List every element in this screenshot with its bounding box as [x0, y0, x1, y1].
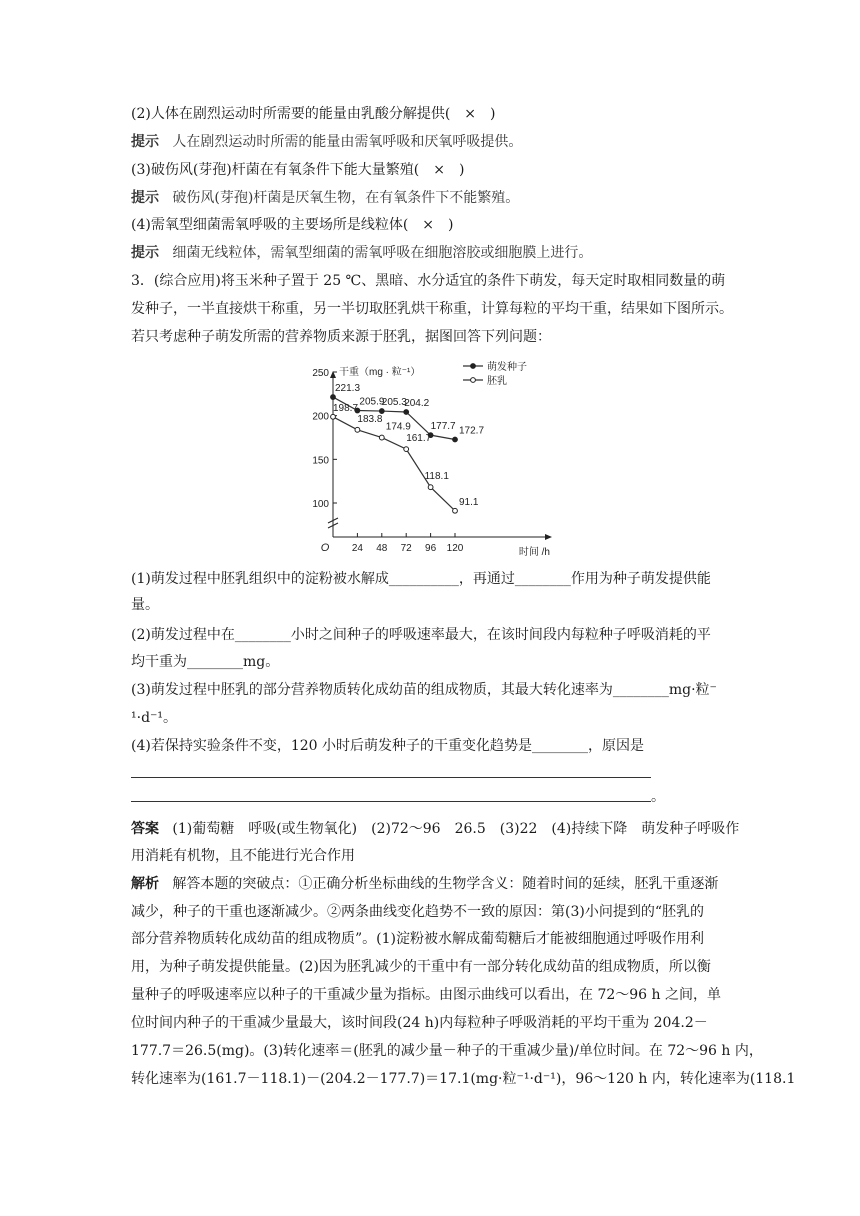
question-stem-line: 发种子，一半直接烘干称重，另一半切取胚乳烘干称重，计算每粒的平均干重，结果如下图所示。 — [131, 301, 733, 317]
x-tick-label: 48 — [376, 543, 388, 554]
chart-series — [331, 383, 485, 513]
analysis-line — [131, 874, 718, 894]
y-axis-title: 干重（mg · 粒⁻¹） — [339, 367, 421, 378]
tf-statement-3: (3)破伤风(芽孢)杆菌在有氧条件下能大量繁殖( × ) — [131, 162, 465, 178]
hint-label: 提示 — [131, 190, 159, 206]
hint-text: 人在剧烈运动时所需的能量由需氧呼吸和厌氧呼吸提供。 — [172, 134, 523, 150]
x-tick-label: 96 — [425, 543, 437, 554]
data-label: 172.7 — [459, 425, 485, 437]
analysis-line: 量种子的呼吸速率应以种子的干重减少量为指标。由图示曲线可以看出，在 72～96 h 之间，单 — [131, 987, 721, 1003]
sub-question-line: (1)萌发过程中胚乳组织中的淀粉被水解成__________，再通过________作用为种子萌发提供能 — [131, 571, 711, 587]
data-label: 205.9 — [359, 396, 385, 408]
x-tick-label: 120 — [446, 543, 464, 554]
x-axis-title: 时间 /h — [518, 547, 550, 558]
answer-line: 用消耗有机物，且不能进行光合作用 — [131, 848, 355, 864]
data-label: 91.1 — [459, 496, 479, 508]
y-tick-label: 150 — [312, 455, 329, 467]
x-tick-label: 72 — [400, 543, 412, 554]
data-label: 183.8 — [357, 413, 383, 425]
legend-label: 胚乳 — [487, 376, 507, 387]
answer-label: 答案 — [131, 821, 159, 837]
analysis-line: 用，为种子萌发提供能量。(2)因为胚乳减少的干重中有一部分转化成幼苗的组成物质，所以衡 — [131, 959, 711, 975]
analysis-line: 转化速率为(161.7－118.1)－(204.2－177.7)＝17.1(mg·粒⁻¹·d⁻¹)，96～120 h 内，转化速率为(118.1 — [131, 1071, 796, 1087]
sub-question-line: (3)萌发过程中胚乳的部分营养物质转化成幼苗的组成物质，其最大转化速率为________mg·粒⁻ — [131, 682, 717, 698]
data-label: 198.7 — [333, 402, 359, 414]
legend-label: 萌发种子 — [487, 362, 527, 373]
data-point — [331, 414, 336, 419]
legend-marker — [471, 378, 476, 383]
data-point — [379, 409, 384, 414]
data-label: 177.7 — [430, 421, 456, 433]
x-axis-arrow — [545, 534, 552, 540]
answer-blank-line — [131, 777, 651, 778]
sub-question-line: (4)若保持实验条件不变，120 小时后萌发种子的干重变化趋势是________，原因是 — [131, 738, 645, 754]
analysis-line: 减少，种子的干重也逐渐减少。②两条曲线变化趋势不一致的原因：第(3)小问提到的“胚乳的 — [131, 904, 704, 920]
dry-weight-line-chart — [300, 355, 560, 560]
analysis-line: 177.7＝26.5(mg)。(3)转化速率＝(胚乳的减少量－种子的干重减少量)/单位时间。在 72～96 h 内， — [131, 1043, 763, 1059]
sub-question-line: (2)萌发过程中在________小时之间种子的呼吸速率最大，在该时间段内每粒种子呼吸消耗的平 — [131, 627, 711, 643]
y-tick-label: 100 — [312, 499, 329, 510]
answer-blank-line — [131, 801, 651, 802]
origin-label: O — [320, 542, 330, 554]
data-point — [453, 508, 458, 513]
chart-legend — [463, 360, 527, 387]
tf-hint-2 — [131, 132, 522, 152]
tf-hint-4 — [131, 243, 592, 263]
tf-hint-3 — [131, 188, 519, 208]
answer-line — [131, 819, 739, 839]
data-label: 204.2 — [404, 397, 430, 409]
hint-label: 提示 — [131, 245, 159, 261]
data-label: 161.7 — [406, 433, 432, 445]
question-stem-line: 若只考虑种子萌发所需的营养物质来源于胚乳，据图回答下列问题： — [131, 329, 551, 345]
x-tick-label: 24 — [351, 543, 363, 554]
tf-statement-4: (4)需氧型细菌需氧呼吸的主要场所是线粒体( × ) — [131, 217, 454, 233]
y-tick-label: 250 — [312, 368, 329, 379]
data-point — [379, 435, 384, 440]
sub-question-line: ¹·d⁻¹。 — [131, 710, 178, 726]
end-mark: 。 — [651, 789, 665, 805]
tf-statement-2: (2)人体在剧烈运动时所需要的能量由乳酸分解提供( × ) — [131, 106, 496, 122]
data-label: 174.9 — [385, 421, 411, 433]
hint-text: 破伤风(芽孢)杆菌是厌氧生物，在有氧条件下不能繁殖。 — [172, 190, 520, 206]
y-tick-label: 200 — [312, 411, 329, 423]
data-point — [453, 437, 458, 442]
answer-text: (1)葡萄糖 呼吸(或生物氧化) (2)72～96 26.5 (3)22 (4)持续下降 萌发种子呼吸作 — [172, 821, 740, 837]
legend-marker — [471, 364, 476, 369]
analysis-label: 解析 — [131, 876, 159, 892]
analysis-line: 位时间内种子的干重减少量最大，该时间段(24 h)内每粒种子呼吸消耗的平均干重为 204.2－ — [131, 1015, 708, 1031]
data-point — [428, 485, 433, 490]
question-stem-line: 3．(综合应用)将玉米种子置于 25 ℃、黑暗、水分适宜的条件下萌发，每天定时取相同数量的萌 — [131, 273, 726, 289]
sub-question-line: 量。 — [131, 597, 159, 613]
sub-question-line: 均干重为________mg。 — [131, 654, 280, 670]
data-point — [355, 427, 360, 432]
hint-label: 提示 — [131, 134, 159, 150]
data-label: 118.1 — [424, 471, 449, 483]
data-point — [331, 395, 336, 400]
data-label: 221.3 — [335, 383, 361, 395]
data-point — [404, 410, 409, 415]
data-point — [404, 447, 409, 452]
hint-text: 细菌无线粒体，需氧型细菌的需氧呼吸在细胞溶胶或细胞膜上进行。 — [172, 245, 593, 261]
analysis-line: 部分营养物质转化成幼苗的组成物质”。(1)淀粉被水解成葡萄糖后才能被细胞通过呼吸作用利 — [131, 931, 704, 947]
data-label: 205.3 — [381, 397, 407, 409]
analysis-text: 解答本题的突破点：①正确分析坐标曲线的生物学含义：随着时间的延续，胚乳干重逐渐 — [172, 876, 719, 892]
